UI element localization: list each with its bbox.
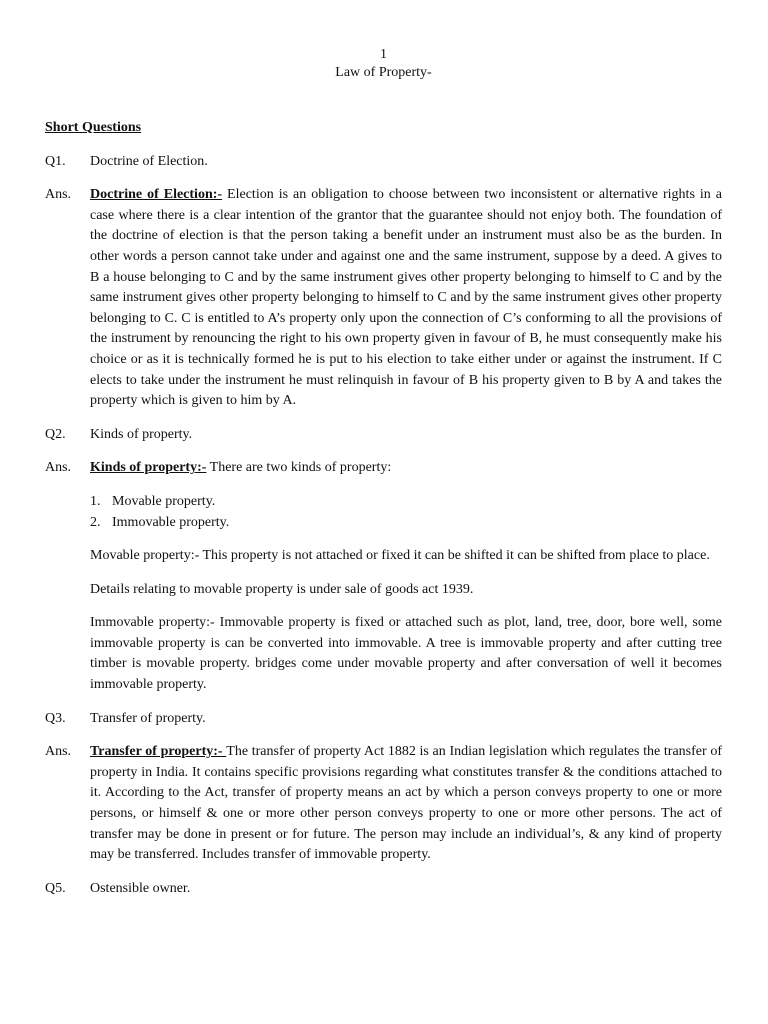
kinds-of-property-list xyxy=(45,492,722,533)
question-3-text: Transfer of property. xyxy=(90,710,206,726)
answer-3-lead: Transfer of property:- xyxy=(90,744,227,760)
question-1 xyxy=(45,152,722,173)
question-1-text: Doctrine of Election. xyxy=(90,153,208,169)
details-paragraph: Details relating to movable property is under sale of goods act 1939. xyxy=(90,581,474,597)
answer-3 xyxy=(45,742,722,866)
answer-3-tag: Ans. xyxy=(45,744,72,760)
answer-3-text: The transfer of property Act 1882 is an Indian legislation which regulates the transfer of property in India. It contains specific provisions regarding what constitutes transfer & the conditions attached to it. According to the Act, transfer of property means an act by which a person conveys property to one or more persons, or himself & one or more other person conveys property to one or more other persons. The act of transfer may be done in present or for future. The person may include an individual’s, & any kind of property may be transferred. Includes transfer of immovable property. xyxy=(90,744,723,863)
list-item-text: Movable property. xyxy=(112,493,216,509)
list-item-text: Immovable property. xyxy=(112,514,230,530)
list-item-number: 1. xyxy=(90,493,101,509)
answer-2-lead: Kinds of property:- xyxy=(90,460,207,476)
question-3 xyxy=(45,709,722,730)
answer-1-text: Election is an obligation to choose between two inconsistent or alternative rights in a case where there is a clear intention of the grantor that the guarantee should not enjoy both. The foundation of the doctrine of election is that the person taking a benefit under an instrument must also be as the burden. In other words a person cannot take under and against one and the same instrument, suppose by a deed. A gives to B a house belonging to C and by the same instrument gives other property belonging to himself to C and by the same instrument gives other property belonging to himself to C and by the same instrument gives other property belonging to C. C is entitled to A’s property only upon the connection of C’s conforming to all the provisions of the instrument by renouncing the right to his own property given in favour of B, he must consequently make his choice or as it is technically formed he is put to his election to take either under or against the instrument. If C elects to take under the instrument he must relinquish in favour of B his property given to B by A and takes the property which is given to him by A. xyxy=(90,187,722,409)
question-5-text: Ostensible owner. xyxy=(90,880,191,896)
document-title: Law of Property- xyxy=(335,65,432,80)
answer-2-text: There are two kinds of property: xyxy=(206,460,392,476)
answer-1-lead: Doctrine of Election:- xyxy=(90,187,223,203)
page-number: 1 xyxy=(380,47,387,62)
question-5 xyxy=(45,879,722,900)
answer-2 xyxy=(45,458,722,479)
immovable-property-paragraph: Immovable property:- Immovable property is fixed or attached such as plot, land, tree, door, bore well, some immovable property is can be converted into immovable. A tree is immovable property and after cutting tree timber is movable property. bridges come under movable property and after conversation of well it becomes immovable property. xyxy=(90,615,722,693)
question-1-tag: Q1. xyxy=(45,153,66,169)
answer-1 xyxy=(45,185,722,412)
answer-1-tag: Ans. xyxy=(45,187,72,203)
list-item-number: 2. xyxy=(90,514,101,530)
page-header xyxy=(45,46,722,82)
question-2 xyxy=(45,425,722,446)
question-2-text: Kinds of property. xyxy=(90,426,193,442)
answer-3-body xyxy=(90,742,722,866)
question-5-tag: Q5. xyxy=(45,880,66,896)
list-item xyxy=(90,513,722,534)
question-2-tag: Q2. xyxy=(45,426,66,442)
movable-property-paragraph: Movable property:- This property is not attached or fixed it can be shifted it can be shifted from place to place. xyxy=(90,548,710,564)
answer-2-tag: Ans. xyxy=(45,460,72,476)
answer-2-body xyxy=(90,458,722,479)
answer-1-body xyxy=(90,185,722,412)
question-3-tag: Q3. xyxy=(45,710,66,726)
list-item xyxy=(90,492,722,513)
section-heading: Short Questions xyxy=(45,120,142,135)
